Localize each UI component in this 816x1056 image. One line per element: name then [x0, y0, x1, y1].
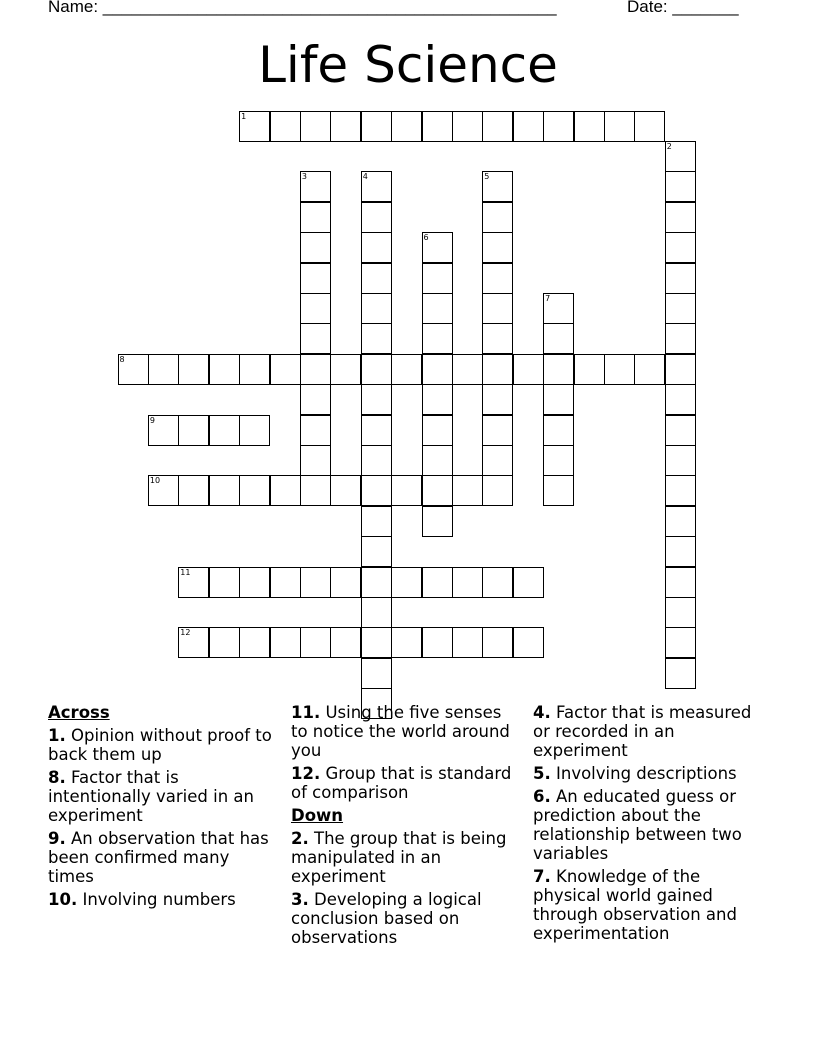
crossword-cell[interactable] [300, 263, 331, 294]
date-field-label: Date: _______ [627, 0, 739, 16]
crossword-cell[interactable] [300, 293, 331, 324]
crossword-cell[interactable] [665, 415, 696, 446]
clue-number-label: 11 [180, 567, 191, 577]
clue-number: 10. [48, 890, 78, 909]
crossword-cell[interactable] [330, 567, 361, 598]
clue-column-2 [291, 703, 521, 951]
crossword-cell[interactable] [665, 171, 696, 202]
clue-down-4 [533, 703, 763, 760]
crossword-cell[interactable] [300, 232, 331, 263]
clue-across-8 [48, 768, 278, 825]
crossword-cell[interactable] [422, 323, 453, 354]
crossword-cell[interactable] [422, 567, 453, 598]
clue-number: 9. [48, 829, 66, 848]
clue-across-12 [291, 764, 521, 802]
crossword-cell[interactable] [270, 627, 301, 658]
crossword-cell[interactable] [391, 567, 422, 598]
crossword-cell[interactable] [391, 475, 422, 506]
crossword-cell[interactable] [482, 293, 513, 324]
crossword-cell[interactable] [482, 354, 513, 385]
crossword-cell[interactable] [361, 506, 392, 537]
crossword-cell[interactable] [422, 263, 453, 294]
across-heading: Across [48, 703, 110, 722]
crossword-cell[interactable] [422, 475, 453, 506]
crossword-cell[interactable] [300, 567, 331, 598]
clue-number-label: 1 [241, 111, 247, 121]
crossword-cell[interactable] [209, 415, 240, 446]
crossword-cell[interactable] [239, 354, 270, 385]
crossword-cell[interactable] [422, 384, 453, 415]
crossword-cell[interactable] [482, 202, 513, 233]
crossword-cell[interactable] [270, 567, 301, 598]
crossword-cell[interactable] [361, 171, 392, 202]
clue-text: Knowledge of the physical world gained through observation and experimentation [533, 867, 737, 943]
crossword-cell[interactable] [452, 111, 483, 142]
crossword-cell[interactable] [665, 506, 696, 537]
clue-text: Using the five senses to notice the world around you [291, 703, 510, 760]
clue-number-label: 5 [484, 172, 490, 182]
clue-number: 6. [533, 787, 551, 806]
clue-down-2 [291, 829, 521, 886]
clue-number: 7. [533, 867, 551, 886]
crossword-cell[interactable] [634, 111, 665, 142]
crossword-cell[interactable] [422, 232, 453, 263]
crossword-cell[interactable] [482, 475, 513, 506]
crossword-cell[interactable] [634, 354, 665, 385]
crossword-cell[interactable] [239, 475, 270, 506]
crossword-cell[interactable] [543, 415, 574, 446]
crossword-cell[interactable] [300, 627, 331, 658]
crossword-cell[interactable] [452, 627, 483, 658]
crossword-cell[interactable] [300, 445, 331, 476]
crossword-cell[interactable] [361, 536, 392, 567]
crossword-cell[interactable] [300, 111, 331, 142]
clue-text: An observation that has been confirmed many times [48, 829, 269, 886]
clue-number: 12. [291, 764, 321, 783]
clue-number-label: 8 [119, 354, 125, 364]
crossword-cell[interactable] [178, 415, 209, 446]
crossword-cell[interactable] [361, 323, 392, 354]
crossword-cell[interactable] [239, 567, 270, 598]
clue-number-label: 7 [545, 293, 551, 303]
clue-number-label: 4 [362, 172, 368, 182]
clue-number: 11. [291, 703, 321, 722]
clue-number: 4. [533, 703, 551, 722]
crossword-cell[interactable] [665, 567, 696, 598]
crossword-cell[interactable] [361, 232, 392, 263]
crossword-cell[interactable] [482, 111, 513, 142]
crossword-cell[interactable] [604, 111, 635, 142]
crossword-cell[interactable] [482, 384, 513, 415]
down-heading: Down [291, 806, 344, 825]
clue-text: Developing a logical conclusion based on observations [291, 890, 482, 947]
crossword-cell[interactable] [543, 111, 574, 142]
crossword-cell[interactable] [361, 263, 392, 294]
clue-text: The group that is being manipulated in an experiment [291, 829, 507, 886]
crossword-cell[interactable] [665, 354, 696, 385]
crossword-cell[interactable] [665, 445, 696, 476]
crossword-cell[interactable] [665, 536, 696, 567]
clue-down-3 [291, 890, 521, 947]
crossword-cell[interactable] [178, 567, 209, 598]
clue-across-1 [48, 726, 278, 764]
crossword-cell[interactable] [300, 323, 331, 354]
clue-column-3 [533, 703, 763, 947]
crossword-cell[interactable] [361, 658, 392, 689]
crossword-cell[interactable] [665, 597, 696, 628]
clue-number: 3. [291, 890, 309, 909]
crossword-cell[interactable] [665, 627, 696, 658]
name-field-label: Name: ________________________________________________ [48, 0, 557, 16]
crossword-cell[interactable] [300, 202, 331, 233]
crossword-cell[interactable] [513, 567, 544, 598]
crossword-cell[interactable] [604, 354, 635, 385]
page-title: Life Science [258, 36, 558, 94]
crossword-cell[interactable] [178, 627, 209, 658]
crossword-cell[interactable] [482, 171, 513, 202]
crossword-cell[interactable] [543, 475, 574, 506]
crossword-cell[interactable] [665, 141, 696, 172]
crossword-cell[interactable] [422, 506, 453, 537]
clue-number-label: 12 [180, 628, 191, 638]
crossword-cell[interactable] [482, 323, 513, 354]
clue-text: Factor that is measured or recorded in an experiment [533, 703, 752, 760]
crossword-cell[interactable] [513, 354, 544, 385]
crossword-cell[interactable] [574, 111, 605, 142]
crossword-cell[interactable] [209, 627, 240, 658]
crossword-cell[interactable] [178, 475, 209, 506]
clue-across-9 [48, 829, 278, 886]
crossword-cell[interactable] [543, 384, 574, 415]
crossword-cell[interactable] [452, 567, 483, 598]
crossword-cell[interactable] [361, 293, 392, 324]
crossword-cell[interactable] [665, 263, 696, 294]
crossword-cell[interactable] [574, 354, 605, 385]
crossword-cell[interactable] [543, 293, 574, 324]
crossword-cell[interactable] [300, 384, 331, 415]
crossword-cell[interactable] [452, 354, 483, 385]
clue-number-label: 10 [149, 476, 161, 486]
crossword-cell[interactable] [300, 415, 331, 446]
clue-number: 2. [291, 829, 309, 848]
crossword-cell[interactable] [361, 354, 392, 385]
clue-number: 5. [533, 764, 551, 783]
crossword-cell[interactable] [239, 111, 270, 142]
clue-number: 1. [48, 726, 66, 745]
crossword-cell[interactable] [300, 354, 331, 385]
crossword-cell[interactable] [148, 415, 179, 446]
crossword-cell[interactable] [391, 111, 422, 142]
crossword-cell[interactable] [482, 232, 513, 263]
clue-text: An educated guess or prediction about the relationship between two variables [533, 787, 742, 863]
crossword-cell[interactable] [422, 627, 453, 658]
clue-number-label: 2 [666, 141, 672, 151]
crossword-cell[interactable] [239, 627, 270, 658]
crossword-cell[interactable] [361, 475, 392, 506]
crossword-cell[interactable] [209, 567, 240, 598]
crossword-cell[interactable] [422, 354, 453, 385]
clue-text: Opinion without proof to back them up [48, 726, 272, 764]
crossword-cell[interactable] [148, 354, 179, 385]
crossword-cell[interactable] [209, 475, 240, 506]
crossword-cell[interactable] [270, 475, 301, 506]
crossword-cell[interactable] [482, 627, 513, 658]
crossword-cell[interactable] [178, 354, 209, 385]
crossword-cell[interactable] [665, 323, 696, 354]
crossword-cell[interactable] [361, 627, 392, 658]
crossword-cell[interactable] [330, 627, 361, 658]
crossword-cell[interactable] [665, 202, 696, 233]
clue-text: Group that is standard of comparison [291, 764, 512, 802]
crossword-cell[interactable] [422, 293, 453, 324]
crossword-cell[interactable] [665, 293, 696, 324]
crossword-cell[interactable] [330, 111, 361, 142]
crossword-cell[interactable] [330, 475, 361, 506]
crossword-cell[interactable] [239, 415, 270, 446]
crossword-cell[interactable] [543, 323, 574, 354]
crossword-cell[interactable] [300, 475, 331, 506]
clue-number-label: 9 [149, 415, 155, 425]
clue-text: Factor that is intentionally varied in an experiment [48, 768, 254, 825]
crossword-cell[interactable] [422, 445, 453, 476]
crossword-cell[interactable] [391, 354, 422, 385]
clue-down-5 [533, 764, 763, 783]
crossword-cell[interactable] [361, 415, 392, 446]
crossword-cell[interactable] [543, 354, 574, 385]
clue-across-10 [48, 890, 278, 909]
clue-text: Involving numbers [82, 890, 236, 909]
clue-across-11 [291, 703, 521, 760]
crossword-cell[interactable] [513, 111, 544, 142]
crossword-cell[interactable] [482, 415, 513, 446]
crossword-cell[interactable] [513, 627, 544, 658]
clue-text: Involving descriptions [556, 764, 737, 783]
crossword-cell[interactable] [361, 202, 392, 233]
clue-number: 8. [48, 768, 66, 787]
crossword-cell[interactable] [361, 111, 392, 142]
crossword-cell[interactable] [270, 354, 301, 385]
crossword-cell[interactable] [300, 171, 331, 202]
crossword-cell[interactable] [391, 627, 422, 658]
crossword-cell[interactable] [361, 597, 392, 628]
crossword-cell[interactable] [543, 445, 574, 476]
crossword-cell[interactable] [482, 263, 513, 294]
clue-column-1 [48, 703, 278, 913]
clue-number-label: 6 [423, 233, 429, 243]
crossword-cell[interactable] [422, 111, 453, 142]
crossword-cell[interactable] [361, 445, 392, 476]
crossword-cell[interactable] [118, 354, 149, 385]
crossword-cell[interactable] [330, 354, 361, 385]
crossword-cell[interactable] [482, 445, 513, 476]
crossword-cell[interactable] [148, 475, 179, 506]
crossword-cell[interactable] [665, 384, 696, 415]
crossword-cell[interactable] [665, 232, 696, 263]
crossword-cell[interactable] [422, 415, 453, 446]
clue-number-label: 3 [301, 172, 307, 182]
crossword-cell[interactable] [209, 354, 240, 385]
crossword-cell[interactable] [270, 111, 301, 142]
crossword-cell[interactable] [452, 475, 483, 506]
crossword-cell[interactable] [482, 567, 513, 598]
clue-down-7 [533, 867, 763, 943]
crossword-cell[interactable] [361, 384, 392, 415]
clue-down-6 [533, 787, 763, 863]
crossword-cell[interactable] [665, 658, 696, 689]
crossword-cell[interactable] [665, 475, 696, 506]
crossword-cell[interactable] [361, 567, 392, 598]
